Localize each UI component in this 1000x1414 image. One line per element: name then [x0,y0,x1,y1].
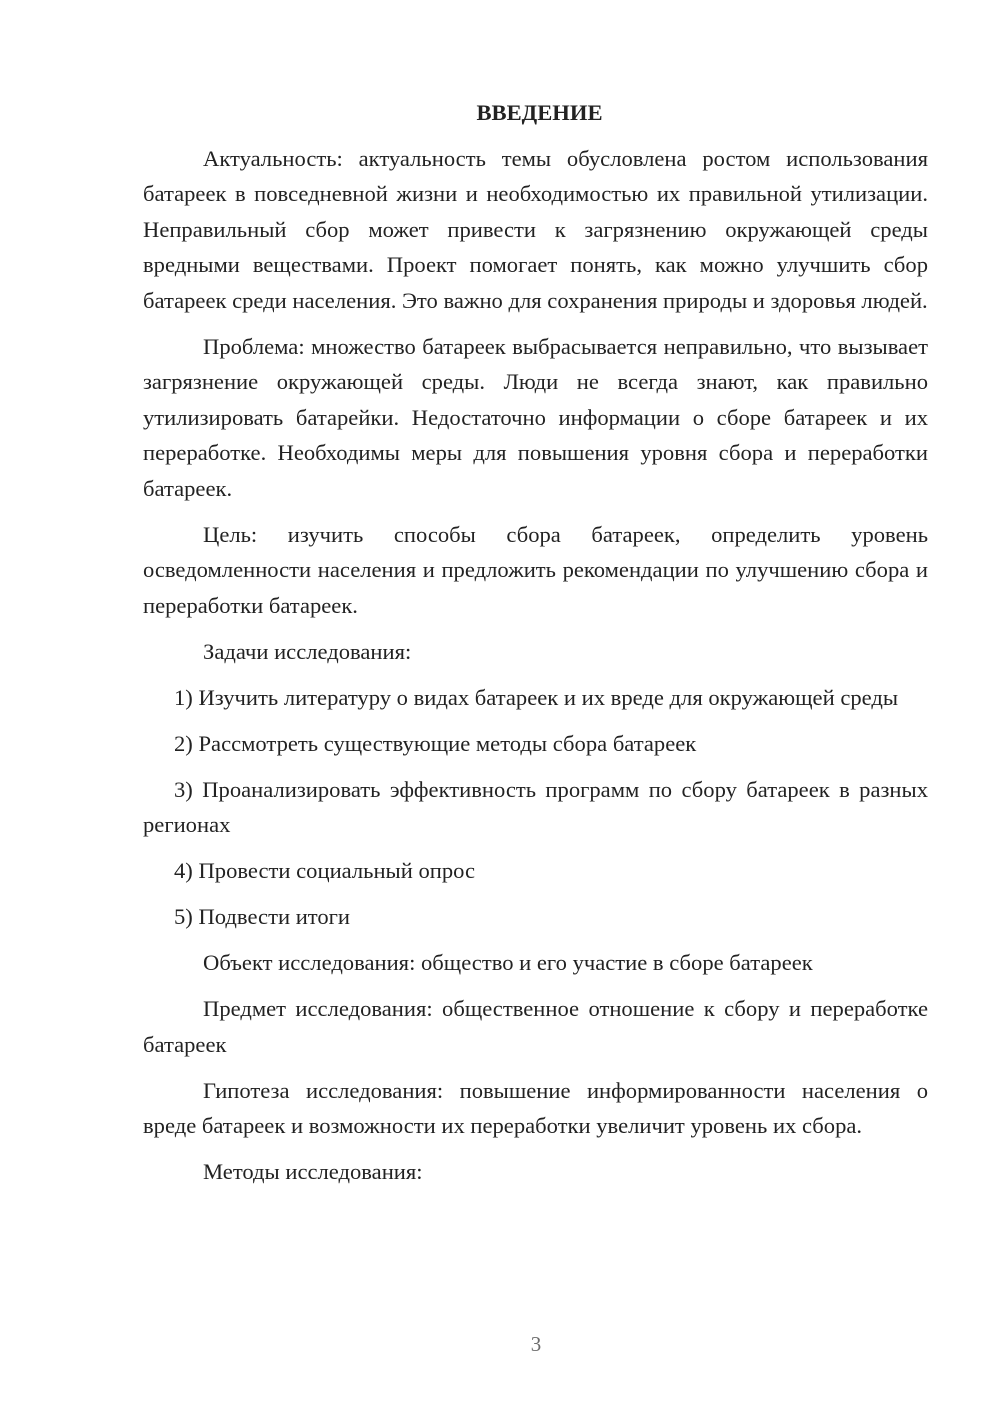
object-paragraph: Объект исследования: общество и его участие в сборе батареек [203,950,813,975]
task-item-5: 5) Подвести итоги [174,904,351,929]
goal-paragraph: Цель: изучить способы сбора батареек, определить уровень осведомленности населения и предложить рекомендации по улучшению сбора и переработки батареек. [143,521,928,618]
page-title: ВВЕДЕНИЕ [476,100,603,125]
hypothesis-paragraph: Гипотеза исследования: повышение информированности населения о вреде батареек и возможности их переработки увеличит уровень их сбора. [143,1077,928,1138]
problem-paragraph: Проблема: множество батареек выбрасывается неправильно, что вызывает загрязнение окружающей среды. Люди не всегда знают, как правильно утилизировать батарейки. Недостаточно информации о сборе батареек и их переработке. Необходимы меры для повышения уровня сбора и переработки батареек. [143,333,928,501]
subject-paragraph: Предмет исследования: общественное отношение к сбору и переработке батареек [143,996,928,1057]
task-item-4: 4) Провести социальный опрос [174,858,476,883]
document-page [143,95,928,1200]
tasks-heading: Задачи исследования: [203,638,412,664]
task-item-3: 3) Проанализировать эффективность программ по сбору батареек в разных регионах [143,776,928,837]
methods-heading: Методы исследования: [203,1159,423,1184]
page-number: 3 [530,1332,542,1356]
task-item-2: 2) Рассмотреть существующие методы сбора батареек [174,730,697,756]
task-item-1: 1) Изучить литературу о видах батареек и их вреде для окружающей среды [174,684,899,710]
relevance-paragraph: Актуальность: актуальность темы обусловлена ростом использования батареек в повседневной жизни и необходимостью их правильной утилизации. Неправильный сбор может привести к загрязнению окружающей среды вредными веществами. Проект помогает понять, как можно улучшить сбор батареек среди населения. Это важно для сохранения природы и здоровья людей. [143,145,928,313]
